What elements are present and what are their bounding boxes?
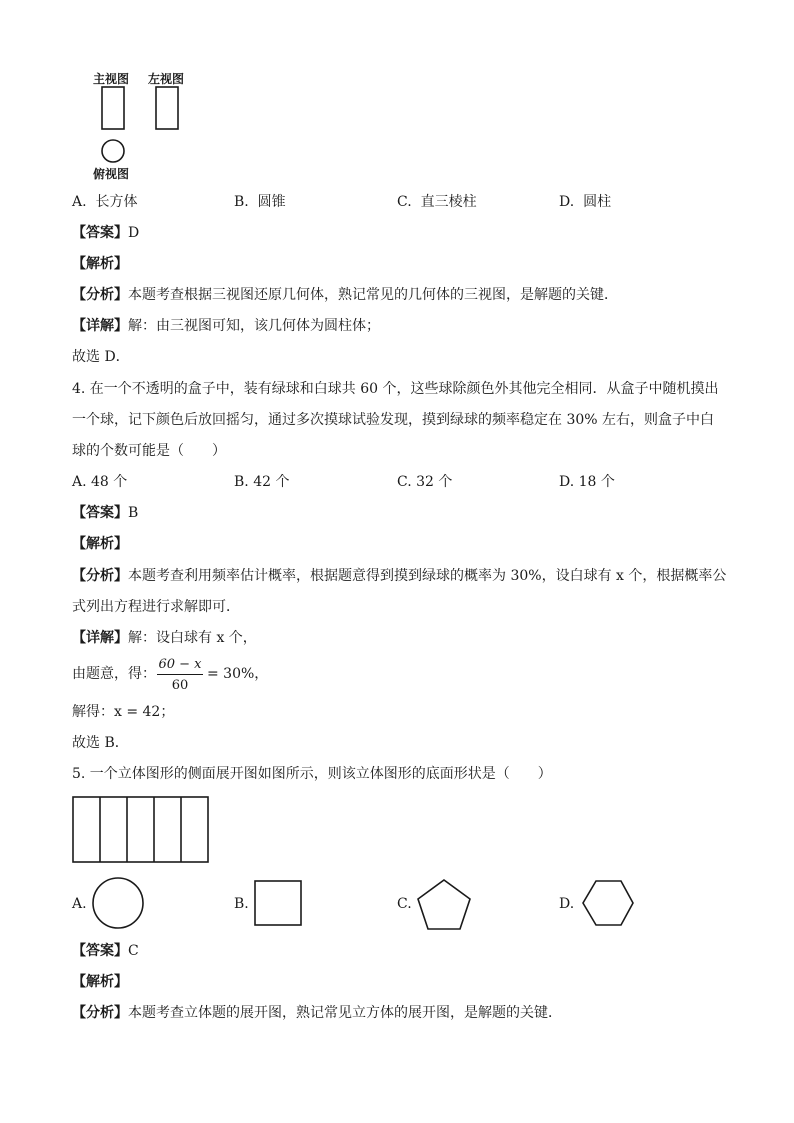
q5-option-a-letter: A.	[72, 896, 87, 912]
front-view-label: 主视图	[93, 72, 130, 86]
q4-stem-line-3: 球的个数可能是（ ）	[72, 443, 226, 459]
q3-fenxi: 【分析】本题考查根据三视图还原几何体，熟记常见的几何体的三视图，是解题的关键．	[72, 287, 618, 303]
q4-stem-line-2: 一个球，记下颜色后放回摇匀，通过多次摸球试验发现，摸到绿球的频率稳定在 30% 左右，则盒子中白	[72, 412, 715, 428]
q4-stem-line-1: 4. 在一个不透明的盒子中，装有绿球和白球共 60 个，这些球除颜色外其他完全相同．从盒子中随机摸出	[72, 381, 719, 397]
q4-option-d: D. 18 个	[559, 474, 615, 490]
net-outline	[73, 797, 208, 862]
q3-xiangjie: 【详解】解：由三视图可知，该几何体为圆柱体；	[72, 318, 380, 334]
q4-option-b: B. 42 个	[234, 474, 290, 490]
q5-answer: 【答案】C	[72, 943, 139, 959]
q3-option-b: B. 圆锥	[234, 194, 286, 210]
q4-eq-denominator: 60	[171, 678, 189, 693]
hexagon-shape	[583, 881, 633, 925]
q5-fenxi: 【分析】本题考查立体题的展开图，熟记常见立方体的展开图，是解题的关键．	[72, 1005, 562, 1021]
q4-fenxi-line-2: 式列出方程进行求解即可．	[72, 599, 240, 615]
q4-fenxi-line-1: 【分析】本题考查利用频率估计概率，根据题意得到摸到绿球的概率为 30%，设白球有 x 个，根据概率公	[72, 568, 727, 584]
q4-option-a: A. 48 个	[72, 474, 128, 490]
q5-option-c-letter: C.	[397, 896, 412, 912]
q4-answer: 【答案】B	[72, 505, 139, 521]
q4-option-c: C. 32 个	[397, 474, 453, 490]
circle-shape	[93, 878, 143, 928]
q3-conclusion: 故选 D．	[72, 349, 130, 365]
q5-stem: 5. 一个立体图形的侧面展开图如图所示，则该立体图形的底面形状是（ ）	[72, 766, 552, 782]
q3-option-d: D. 圆柱	[559, 194, 612, 210]
q3-option-a: A. 长方体	[72, 194, 138, 210]
q5-option-b-letter: B.	[234, 896, 249, 912]
square-shape	[255, 881, 301, 925]
q4-conclusion: 故选 B．	[72, 735, 129, 751]
q5-option-d-letter: D.	[559, 896, 575, 912]
q5-option-shapes	[0, 0, 794, 200]
pentagon-shape	[418, 880, 470, 929]
q3-answer: 【答案】D	[72, 225, 140, 241]
q4-eq-numerator: 60 − x	[158, 657, 202, 672]
top-view-label: 俯视图	[93, 167, 130, 181]
q4-eq-prefix: 由题意，得：	[72, 666, 156, 682]
q4-eq-rhs: = 30%，	[207, 666, 269, 682]
q3-option-c: C. 直三棱柱	[397, 194, 477, 210]
q3-analysis-heading: 【解析】	[72, 256, 128, 272]
q4-eq-fraction-bar	[157, 674, 203, 675]
q5-analysis-heading: 【解析】	[72, 974, 128, 990]
q4-xiangjie: 【详解】解：设白球有 x 个，	[72, 630, 257, 646]
q4-analysis-heading: 【解析】	[72, 536, 128, 552]
q4-solve: 解得：x = 42；	[72, 704, 175, 720]
left-view-label: 左视图	[148, 72, 185, 86]
